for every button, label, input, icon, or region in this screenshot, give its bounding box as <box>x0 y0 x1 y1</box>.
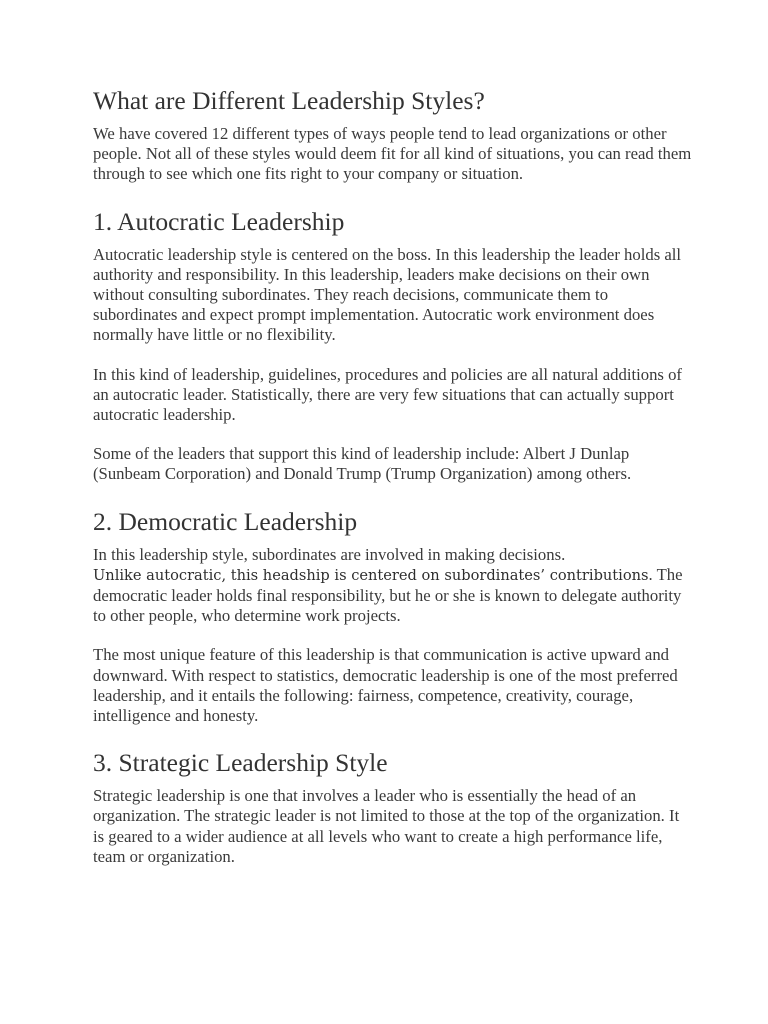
section-autocratic <box>93 205 693 485</box>
document-title: What are Different Leadership Styles? <box>93 86 485 115</box>
document-page <box>93 84 693 886</box>
section-democratic <box>93 505 693 727</box>
section-heading: 1. Autocratic Leadership <box>93 206 345 236</box>
paragraph-text: . The democratic leader holds final responsibility, but he or she is known to delegate authority to other people, who determine work projects. <box>93 564 683 626</box>
paragraph: In this kind of leadership, guidelines, procedures and policies are all natural additions of an autocratic leader. Statistically, there are very few situations that can actually support autocratic leadership. <box>93 364 682 425</box>
paragraph: Autocratic leadership style is centered on the boss. In this leadership the leader holds all authority and responsibility. In this leadership, leaders make decisions on their own without consulting subordinates. They reach decisions, communicate them to subordinates and expect prompt implementation. Autocratic work environment does normally have little or no flexibility. <box>93 244 682 345</box>
paragraph: The most unique feature of this leadership is that communication is active upward and downward. With respect to statistics, democratic leadership is one of the most preferred leadership, and it entails the following: fairness, competence, creativity, courage, intelligence and honesty. <box>93 645 678 726</box>
paragraph-text-alt-font: Unlike autocratic, this headship is centered on subordinates’ contributions <box>93 566 649 584</box>
paragraph <box>93 545 693 627</box>
section-strategic <box>93 746 693 867</box>
section-heading: 3. Strategic Leadership Style <box>93 748 388 778</box>
paragraph: Strategic leadership is one that involves a leader who is essentially the head of an organization. The strategic leader is not limited to those at the top of the organization. It is geared to a wider audience at all levels who want to create a high performance life, team or organization. <box>93 786 680 866</box>
paragraph: Some of the leaders that support this kind of leadership include: Albert J Dunlap (Sunbeam Corporation) and Donald Trump (Trump Organization) among others. <box>93 444 632 484</box>
intro-paragraph: We have covered 12 different types of ways people tend to lead organizations or other people. Not all of these styles would deem fit for all kind of situations, you can read them through to see which one fits right to your company or situation. <box>93 124 692 184</box>
section-heading: 2. Democratic Leadership <box>93 506 358 536</box>
paragraph-text: In this leadership style, subordinates are involved in making decisions. <box>93 544 566 564</box>
